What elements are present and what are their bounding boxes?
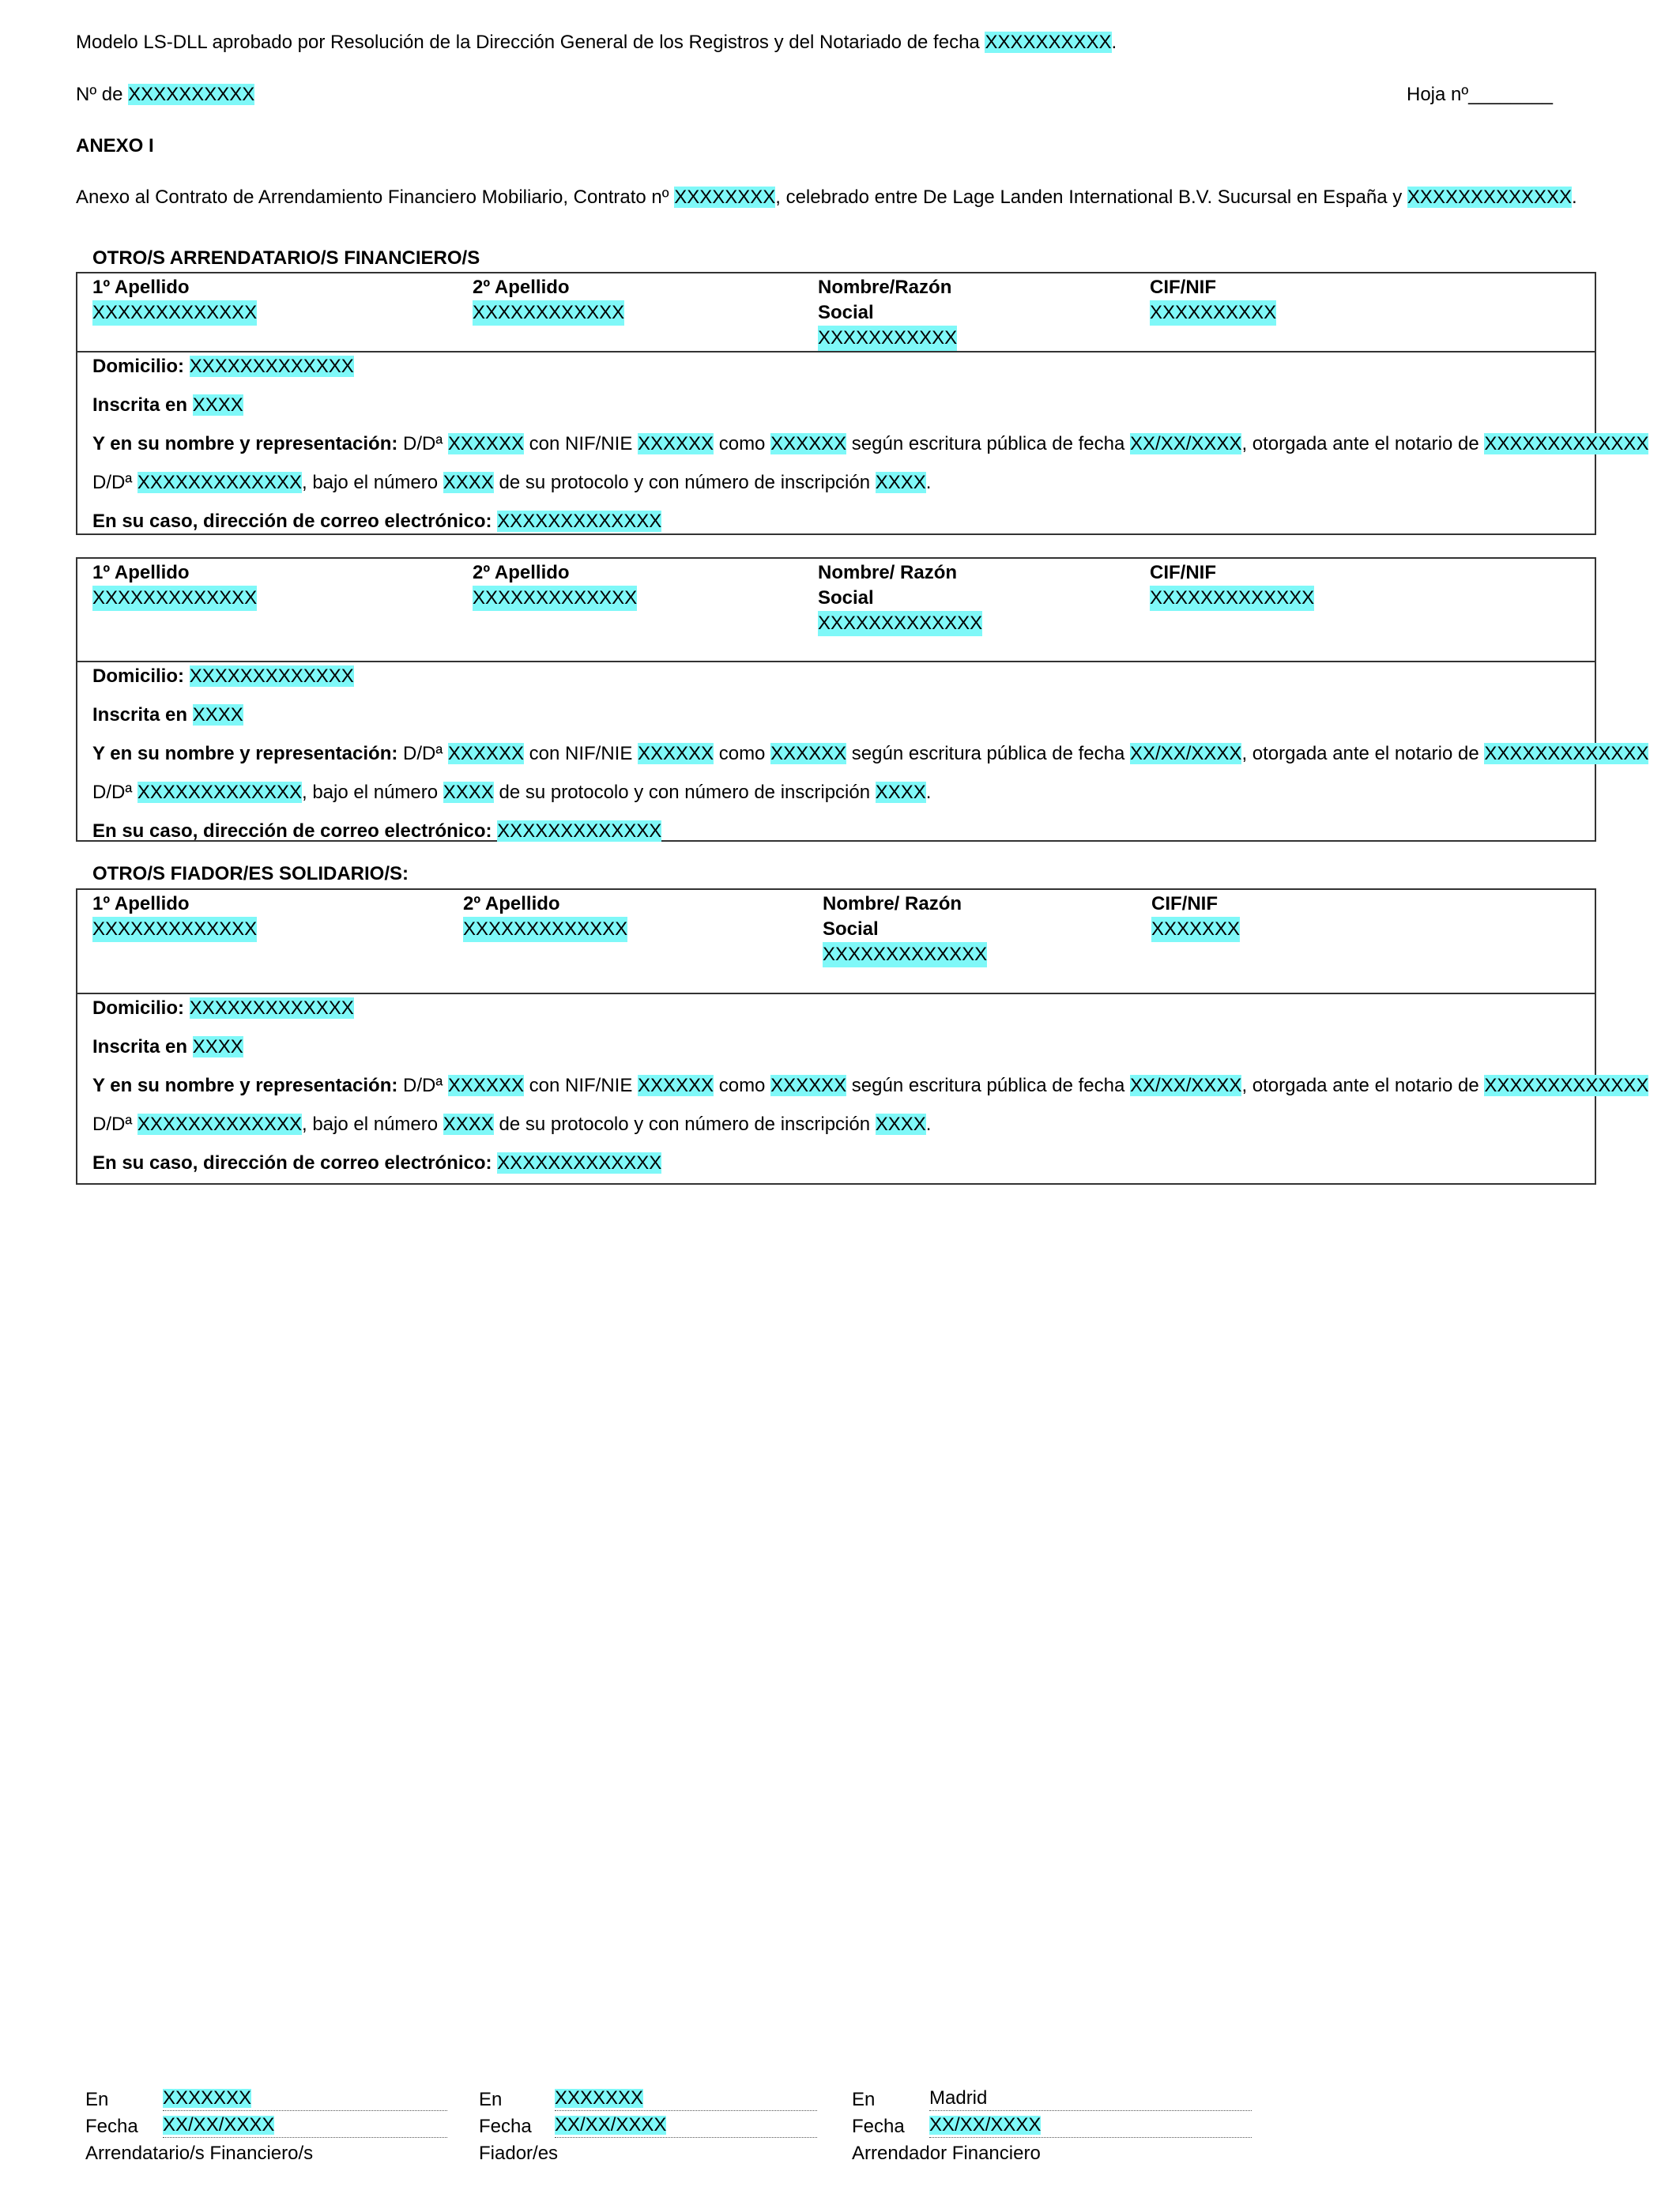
fiador-box [76,888,1649,1185]
fecha-field[interactable]: XX/XX/XXXX [929,2113,1252,2138]
signature-fiador: En XXXXXXX Fecha XX/XX/XXXX Fiador/es [479,2087,817,2167]
identity-row [77,890,1595,994]
modelo-line: Modelo LS-DLL aprobado por Resolución de la Dirección General de los Registros y del Notariado de fecha XXXXXXXXXX. [76,32,1117,53]
apellido1-cell: 1º Apellido XXXXXXXXXXXXX [92,560,257,611]
correo-row: En su caso, dirección de correo electrónico: XXXXXXXXXXXXX [92,820,662,842]
identity-row [77,559,1595,662]
arrendatarios-title: OTRO/S ARRENDATARIO/S FINANCIERO/S [92,247,480,269]
hoja-line: Hoja nº________ [1407,84,1553,105]
nombre-cell: Nombre/ Razón Social XXXXXXXXXXXXX [823,892,987,967]
correo-row: En su caso, dirección de correo electrónico: XXXXXXXXXXXXX [92,511,662,532]
identity-row [77,273,1595,352]
inscrita-row: Inscrita en XXXX [92,394,243,416]
numero-line: Nº de XXXXXXXXXX [76,84,255,105]
nombre-cell: Nombre/ Razón Social XXXXXXXXXXXXX [818,560,982,636]
correo-row: En su caso, dirección de correo electrónico: XXXXXXXXXXXXX [92,1152,662,1174]
apellido2-cell: 2º Apellido XXXXXXXXXXXXX [463,892,627,942]
fecha-field[interactable]: XX/XX/XXXX [163,2113,447,2138]
fiadores-title: OTRO/S FIADOR/ES SOLIDARIO/S: [92,863,409,884]
domicilio-row: Domicilio: XXXXXXXXXXXXX [92,665,354,687]
apellido2-cell: 2º Apellido XXXXXXXXXXXX [473,275,624,326]
apellido1-cell: 1º Apellido XXXXXXXXXXXXX [92,275,257,326]
apellido2-cell: 2º Apellido XXXXXXXXXXXXX [473,560,637,611]
detail-rows [77,994,1649,1188]
role-label: Arrendador Financiero [852,2143,1041,2164]
contrato-no: XXXXXXXX [674,187,776,208]
arrendatario-box-2 [76,557,1649,842]
numero-value: XXXXXXXXXX [128,84,255,105]
cif-cell: CIF/NIF XXXXXXXXXX [1150,275,1276,326]
fecha-field[interactable]: XX/XX/XXXX [555,2113,817,2138]
cif-cell: CIF/NIF XXXXXXXXXXXXX [1150,560,1314,611]
protocolo-row: D/Dª XXXXXXXXXXXXX, bajo el número XXXX de su protocolo y con número de inscripción XXXX. [92,782,932,803]
detail-rows [77,662,1649,856]
representacion-row: Y en su nombre y representación: D/Dª XXXXXX con NIF/NIE XXXXXX como XXXXXX según escritura pública de fecha XX/XX/XXXX, otorgada ante el notario de XXXXXXXXXXXXX [92,743,1649,764]
detail-rows [77,352,1649,546]
role-label: Fiador/es [479,2143,559,2164]
nombre-cell: Nombre/Razón Social XXXXXXXXXXX [818,275,957,351]
domicilio-row: Domicilio: XXXXXXXXXXXXX [92,356,354,377]
domicilio-row: Domicilio: XXXXXXXXXXXXX [92,997,354,1019]
protocolo-row: D/Dª XXXXXXXXXXXXX, bajo el número XXXX de su protocolo y con número de inscripción XXXX. [92,1114,932,1135]
modelo-fecha: XXXXXXXXXX [985,32,1112,53]
cif-cell: CIF/NIF XXXXXXX [1151,892,1240,942]
contraparte: XXXXXXXXXXXXX [1407,187,1573,208]
role-label: Arrendatario/s Financiero/s [85,2143,314,2164]
apellido1-cell: 1º Apellido XXXXXXXXXXXXX [92,892,257,942]
signature-arrendador: En Madrid Fecha XX/XX/XXXX Arrendador Financiero [852,2087,1252,2167]
inscrita-row: Inscrita en XXXX [92,704,243,726]
anexo-title: ANEXO I [76,135,154,156]
representacion-row: Y en su nombre y representación: D/Dª XXXXXX con NIF/NIE XXXXXX como XXXXXX según escritura pública de fecha XX/XX/XXXX, otorgada ante el notario de XXXXXXXXXXXXX [92,433,1649,454]
signature-arrendatario: En XXXXXXX Fecha XX/XX/XXXX Arrendatario/s Financiero/s [85,2087,447,2167]
arrendatario-box-1 [76,272,1649,535]
en-field[interactable]: XXXXXXX [163,2087,447,2111]
en-field[interactable]: Madrid [929,2087,1252,2111]
inscrita-row: Inscrita en XXXX [92,1036,243,1057]
protocolo-row: D/Dª XXXXXXXXXXXXX, bajo el número XXXX de su protocolo y con número de inscripción XXXX. [92,472,932,493]
intro-line: Anexo al Contrato de Arrendamiento Financiero Mobiliario, Contrato nº XXXXXXXX, celebrado entre De Lage Landen International B.V. Sucursal en España y XXXXXXXXXXXXX. [76,187,1577,208]
en-field[interactable]: XXXXXXX [555,2087,817,2111]
representacion-row: Y en su nombre y representación: D/Dª XXXXXX con NIF/NIE XXXXXX como XXXXXX según escritura pública de fecha XX/XX/XXXX, otorgada ante el notario de XXXXXXXXXXXXX [92,1075,1649,1096]
